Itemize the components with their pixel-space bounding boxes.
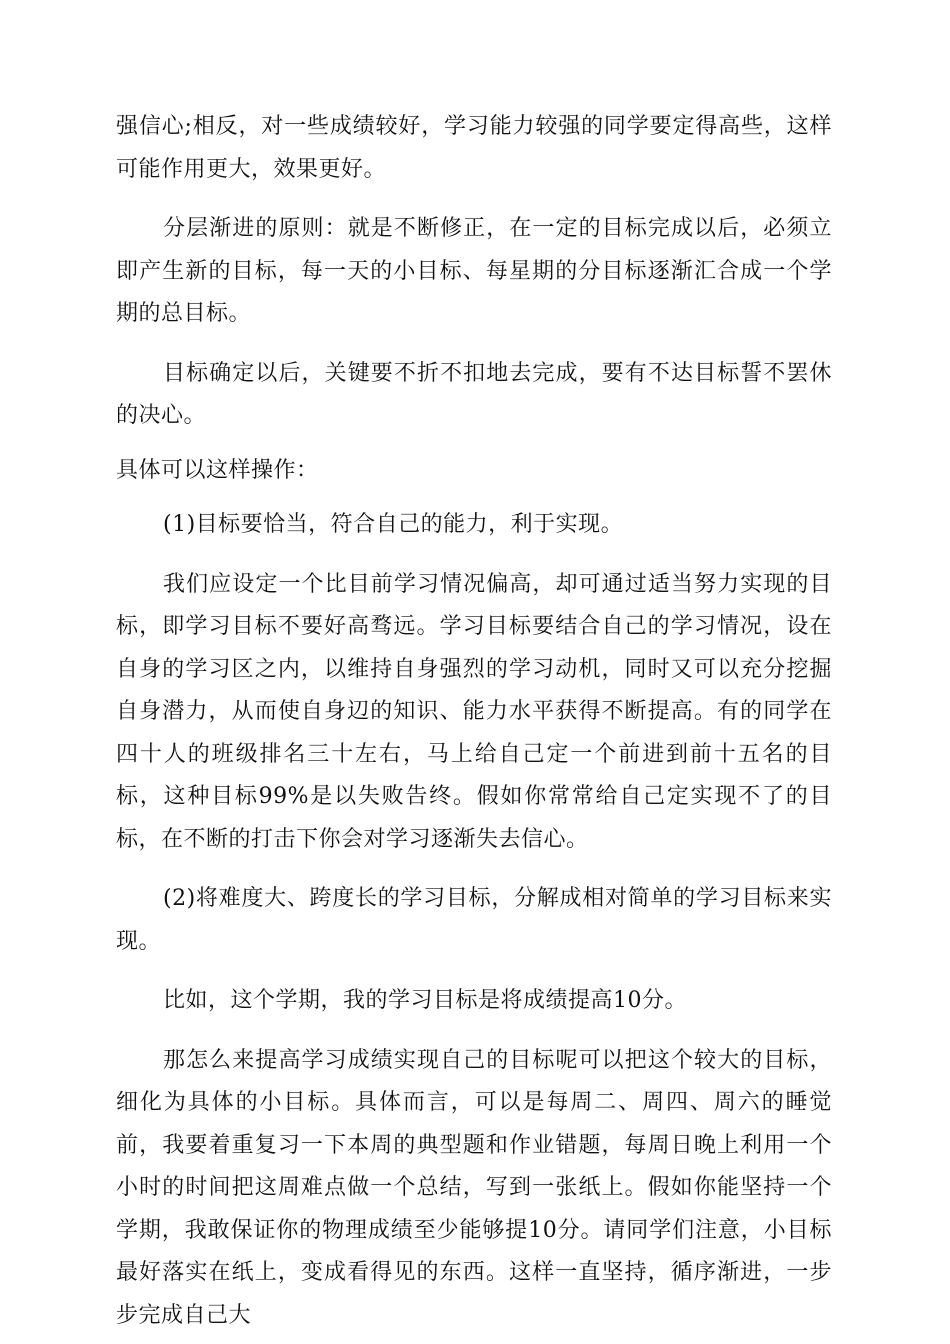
paragraph-5: 我们应设定一个比目前学习情况偏高，却可通过适当努力实现的目标，即学习目标不要好高骛远。学习目标要结合自己的学习情况，设在自身的学习区之内，以维持自身强烈的学习动机，同时又可以充分挖掘自身潜力，从而使自身辺的知识、能力水平获得不断提高。有的同学在四十人的班级排名三十左右，马上给自己定一个前进到前十五名的目标，这种目标99%是以失败告终。假如你常常给自己定实现不了的目标，在不断的打击下你会对学习逐渐失去信心。 — [116, 571, 832, 852]
paragraph-1: 强信心;相反，对一些成绩较好，学习能力较强的同学要定得高些，这样可能作用更大，效果更好。 — [116, 114, 832, 182]
paragraph-4: 具体可以这样操作： — [116, 457, 319, 483]
paragraph-7: 那怎么来提高学习成绩实现自己的目标呢可以把这个较大的目标，细化为具体的小目标。具体而言，可以是每周二、周四、周六的睡觉前，我要着重复习一下本周的典型题和作业错题，每周日晚上利用一个小时的时间把这周难点做一个总结，写到一张纸上。假如你能坚持一个学期，我敢保证你的物理成绩至少能够提10分。请同学们注意，小目标最好落实在纸上，变成看得见的东西。这样一直坚持，循序渐进，一步步完成自己大 — [116, 1047, 832, 1328]
paragraph-3: 目标确定以后，关键要不折不扣地去完成，要有不达目标誓不罢休的决心。 — [116, 360, 832, 428]
document-body — [116, 106, 832, 1337]
paragraph-6: 比如，这个学期，我的学习目标是将成绩提高10分。 — [163, 988, 687, 1013]
list-item-1: (1)目标要恰当，符合自己的能力，利于实现。 — [163, 512, 624, 537]
list-item-2: (2)将难度大、跨度长的学习目标，分解成相对简单的学习目标来实现。 — [116, 886, 832, 954]
paragraph-2: 分层渐进的原则：就是不断修正，在一定的目标完成以后，必须立即产生新的目标，每一天的小目标、每星期的分目标逐渐汇合成一个学期的总目标。 — [116, 216, 832, 326]
